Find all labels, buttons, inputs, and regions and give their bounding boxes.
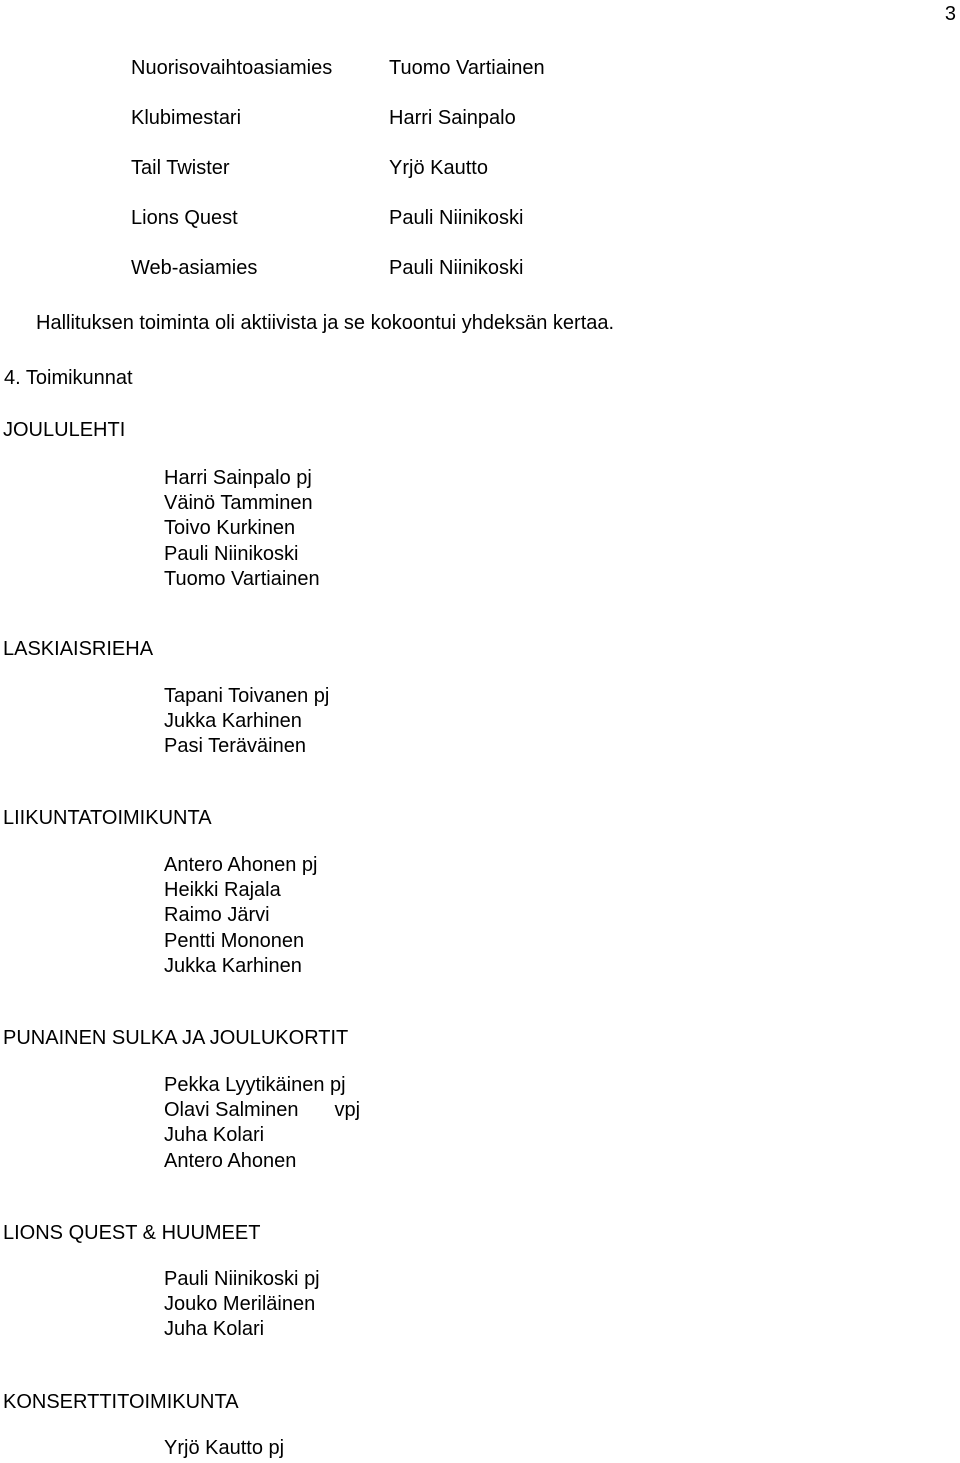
page-number: 3 (944, 3, 956, 25)
member-name: Tapani Toivanen (164, 685, 309, 707)
member-item (164, 1317, 320, 1342)
board-summary: Hallituksen toiminta oli aktiivista ja se kokoontui yhdeksän kertaa. (36, 312, 615, 334)
member-name: Yrjö Kautto (164, 1437, 263, 1459)
member-role-tag: pj (301, 854, 318, 876)
member-name: Pauli Niinikoski (164, 1268, 299, 1290)
role-label: Lions Quest (131, 207, 238, 229)
member-item (164, 1292, 320, 1317)
member-item (164, 709, 329, 734)
member-name: Juha Kolari (164, 1124, 265, 1147)
role-person: Harri Sainpalo (389, 107, 516, 129)
member-name: Antero Ahonen (164, 1149, 297, 1172)
member-item (164, 1123, 360, 1148)
member-item (164, 684, 329, 709)
role-label: Web-asiamies (131, 257, 258, 279)
member-item (164, 567, 320, 592)
role-person: Tuomo Vartiainen (389, 57, 545, 79)
member-name: Antero Ahonen (164, 854, 297, 876)
member-item (164, 1267, 320, 1292)
member-item (164, 929, 317, 954)
member-name: Pentti Mononen (164, 929, 305, 952)
role-person: Pauli Niinikoski (389, 257, 524, 279)
member-name: Pasi Teräväinen (164, 735, 306, 758)
member-name: Juha Kolari (164, 1318, 265, 1341)
member-name: Raimo Järvi (164, 904, 270, 927)
member-role-tag: pj (313, 685, 330, 707)
member-name: Pauli Niinikoski (164, 542, 299, 565)
member-name: Heikki Rajala (164, 879, 281, 902)
member-item (164, 878, 317, 903)
member-list (164, 1073, 360, 1174)
member-name: Väinö Tamminen (164, 492, 313, 515)
member-role-tag: pj (268, 1437, 285, 1459)
member-item (164, 853, 317, 878)
member-item (164, 954, 317, 979)
member-item (164, 466, 320, 491)
member-name: Pekka Lyytikäinen (164, 1074, 325, 1096)
member-name: Jukka Karhinen (164, 954, 302, 977)
member-name: Jukka Karhinen (164, 710, 302, 733)
committee-title: KONSERTTITOIMIKUNTA (3, 1391, 239, 1413)
role-label: Nuorisovaihtoasiamies (131, 57, 333, 79)
member-item (164, 734, 329, 759)
role-label: Tail Twister (131, 157, 230, 179)
member-name: Toivo Kurkinen (164, 517, 296, 540)
member-list (164, 684, 329, 760)
role-label: Klubimestari (131, 107, 242, 129)
member-role-tag: pj (304, 1268, 320, 1290)
committee-title: LASKIAISRIEHA (3, 638, 154, 660)
member-item (164, 1073, 360, 1098)
member-list (164, 1267, 320, 1343)
member-item (164, 491, 320, 516)
committee-title: LIIKUNTATOIMIKUNTA (3, 807, 212, 829)
member-name: Harri Sainpalo (164, 467, 291, 489)
member-item (164, 516, 320, 541)
role-person: Pauli Niinikoski (389, 207, 524, 229)
committee-title: LIONS QUEST & HUUMEET (3, 1222, 261, 1244)
section-heading: 4. Toimikunnat (4, 367, 133, 389)
member-role-tag: pj (296, 467, 312, 489)
committee-title: PUNAINEN SULKA JA JOULUKORTIT (3, 1027, 349, 1049)
member-item (164, 1436, 284, 1461)
member-list (164, 1436, 284, 1461)
member-role-tag: vpj (334, 1099, 361, 1122)
member-name: Jouko Meriläinen (164, 1293, 316, 1316)
member-list (164, 853, 317, 979)
member-name: Tuomo Vartiainen (164, 567, 320, 590)
member-item (164, 903, 317, 928)
member-role-tag: pj (330, 1074, 346, 1096)
member-item (164, 542, 320, 567)
member-name: Olavi Salminen (164, 1099, 299, 1122)
member-item (164, 1098, 360, 1123)
member-item (164, 1149, 360, 1174)
committee-title: JOULULEHTI (3, 419, 126, 441)
member-list (164, 466, 320, 592)
role-person: Yrjö Kautto (389, 157, 488, 179)
